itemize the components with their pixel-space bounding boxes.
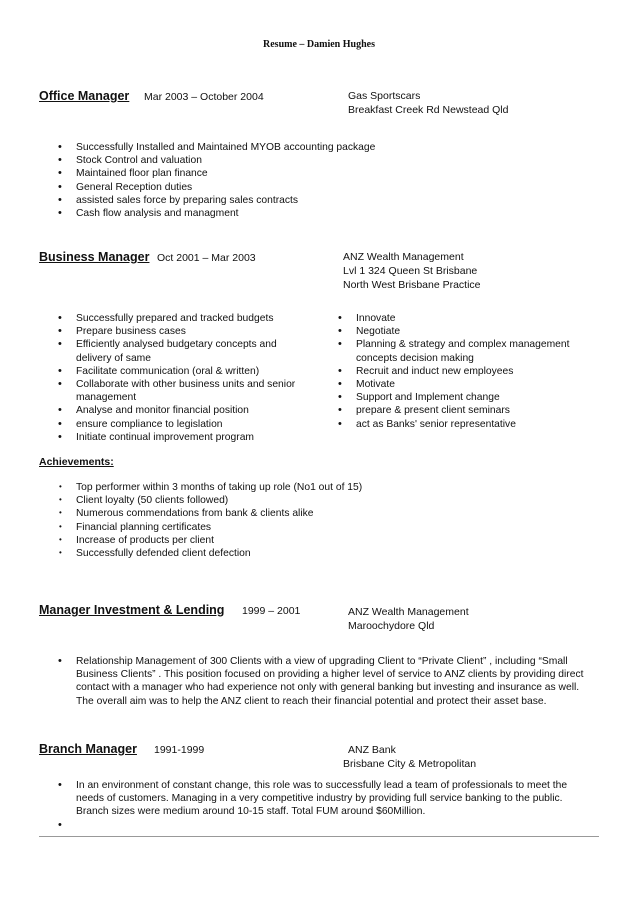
job-title-branch-manager: Branch Manager — [39, 742, 137, 756]
duties-list-left — [40, 312, 315, 444]
resume-title: Resume – Damien Hughes — [263, 39, 375, 50]
duties-list — [40, 779, 596, 832]
employer-name: Gas Sportscars — [348, 90, 421, 102]
list-item: • ensure compliance to legislation — [40, 418, 315, 431]
employer-practice: North West Brisbane Practice — [343, 279, 481, 291]
employer-address: Breakfast Creek Rd Newstead Qld — [348, 104, 509, 116]
page-divider — [39, 836, 599, 837]
list-item: • Numerous commendations from bank & clients alike — [40, 507, 600, 520]
job-title-business-manager: Business Manager — [39, 250, 150, 264]
list-item: • Prepare business cases — [40, 325, 315, 338]
job-dates: Oct 2001 – Mar 2003 — [157, 252, 256, 264]
employer-name: ANZ Wealth Management — [343, 251, 464, 263]
list-item: • assisted sales force by preparing sales contracts — [40, 194, 600, 207]
list-item: • Cash flow analysis and managment — [40, 207, 600, 220]
list-item: • Efficiently analysed budgetary concepts and delivery of same — [40, 338, 315, 364]
list-item: • Successfully defended client defection — [40, 547, 600, 560]
list-item: • Facilitate communication (oral & written) — [40, 365, 315, 378]
list-item: • prepare & present client seminars — [320, 404, 588, 417]
employer-address: Maroochydore Qld — [348, 620, 435, 632]
list-item: • Relationship Management of 300 Clients with a view of upgrading Client to “Private Client” , including “Small Business Clients” . This position focused on providing a higher level of service to ANZ clients by providing direct contact with a manager who had experience not only with general banking but investing and insurance as well. The overall aim was to help the ANZ client to reach their financial potential and protect their asset base. — [40, 655, 596, 708]
list-item: • Top performer within 3 months of taking up role (No1 out of 15) — [40, 481, 600, 494]
list-item: • Motivate — [320, 378, 588, 391]
employer-block — [343, 250, 481, 292]
list-item: • In an environment of constant change, this role was to successfully lead a team of professionals to meet the needs of customers. Managing in a very competitive industry by providing full service banking to the public. Branch sizes were medium around 10-15 staff. Total FUM around $60Million. — [40, 779, 596, 819]
list-item — [40, 819, 596, 832]
list-item: • Collaborate with other business units and senior management — [40, 378, 315, 404]
list-item: • Initiate continual improvement program — [40, 431, 315, 444]
duties-list-right — [320, 312, 588, 431]
list-item: • Successfully Installed and Maintained MYOB accounting package — [40, 141, 600, 154]
list-item: • Recruit and induct new employees — [320, 365, 588, 378]
employer-name: ANZ Bank — [348, 744, 396, 756]
list-item: • Stock Control and valuation — [40, 154, 600, 167]
job-dates: 1991-1999 — [154, 744, 205, 756]
job-title-manager-investment-lending: Manager Investment & Lending — [39, 603, 225, 617]
list-item: • Financial planning certificates — [40, 521, 600, 534]
duties-list — [40, 141, 600, 220]
achievements-heading: Achievements: — [39, 456, 114, 468]
employer-block — [343, 743, 476, 771]
job-dates: Mar 2003 – October 2004 — [144, 91, 264, 103]
job-title-office-manager: Office Manager — [39, 89, 130, 103]
employer-address: Lvl 1 324 Queen St Brisbane — [343, 265, 478, 277]
employer-name: ANZ Wealth Management — [348, 606, 469, 618]
achievements-list — [40, 481, 600, 560]
list-item: • Successfully prepared and tracked budgets — [40, 312, 315, 325]
list-item: • Increase of products per client — [40, 534, 600, 547]
list-item: • Analyse and monitor financial position — [40, 404, 315, 417]
employer-block — [348, 89, 508, 117]
job-dates: 1999 – 2001 — [242, 605, 301, 617]
list-item: • Negotiate — [320, 325, 588, 338]
list-item: • Innovate — [320, 312, 588, 325]
list-item: • Planning & strategy and complex management concepts decision making — [320, 338, 588, 364]
employer-block — [348, 605, 469, 633]
list-item: • Client loyalty (50 clients followed) — [40, 494, 600, 507]
employer-address: Brisbane City & Metropolitan — [343, 758, 477, 770]
list-item: • General Reception duties — [40, 181, 600, 194]
list-item: • Support and Implement change — [320, 391, 588, 404]
list-item: • Maintained floor plan finance — [40, 167, 600, 180]
duties-list — [40, 655, 596, 708]
list-item: • act as Banks' senior representative — [320, 418, 588, 431]
